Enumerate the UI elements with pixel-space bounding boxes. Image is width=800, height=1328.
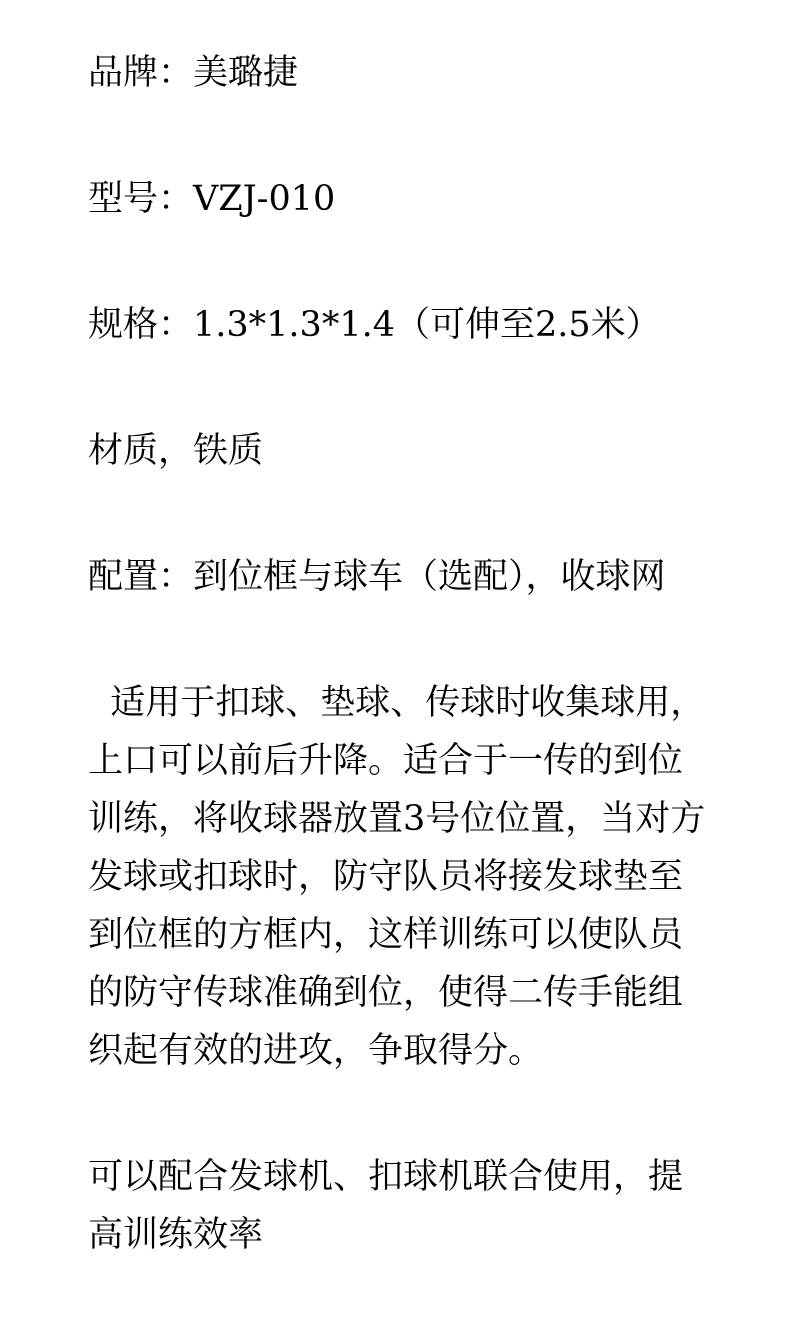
usage-paragraph (88, 1148, 728, 1264)
usage-line: 可以配合发球机、扣球机联合使用，提 (88, 1157, 684, 1197)
usage-line: 高训练效率 (88, 1215, 264, 1255)
spec-material: 材质，铁质 (88, 431, 264, 471)
description-line: 的防守传球准确到位，使得二传手能组 (88, 973, 684, 1013)
description-line: 训练，将收球器放置3号位位置，当对方 (88, 799, 706, 839)
description-line: 适用于扣球、垫球、传球时收集球用， (88, 683, 706, 723)
spec-model: 型号：VZJ-010 (88, 179, 336, 219)
spec-brand: 品牌：美璐捷 (88, 53, 299, 93)
spec-size: 规格：1.3*1.3*1.4（可伸至2.5米） (88, 305, 661, 345)
description-line: 到位框的方框内，这样训练可以使队员 (88, 915, 684, 955)
description-line: 发球或扣球时，防守队员将接发球垫至 (88, 857, 684, 897)
spec-configuration: 配置：到位框与球车（选配），收球网 (88, 557, 666, 597)
description-line: 织起有效的进攻，争取得分。 (88, 1031, 544, 1071)
description-line: 上口可以前后升降。适合于一传的到位 (88, 741, 684, 781)
description-paragraph (88, 674, 728, 1080)
document-body (88, 44, 728, 1264)
